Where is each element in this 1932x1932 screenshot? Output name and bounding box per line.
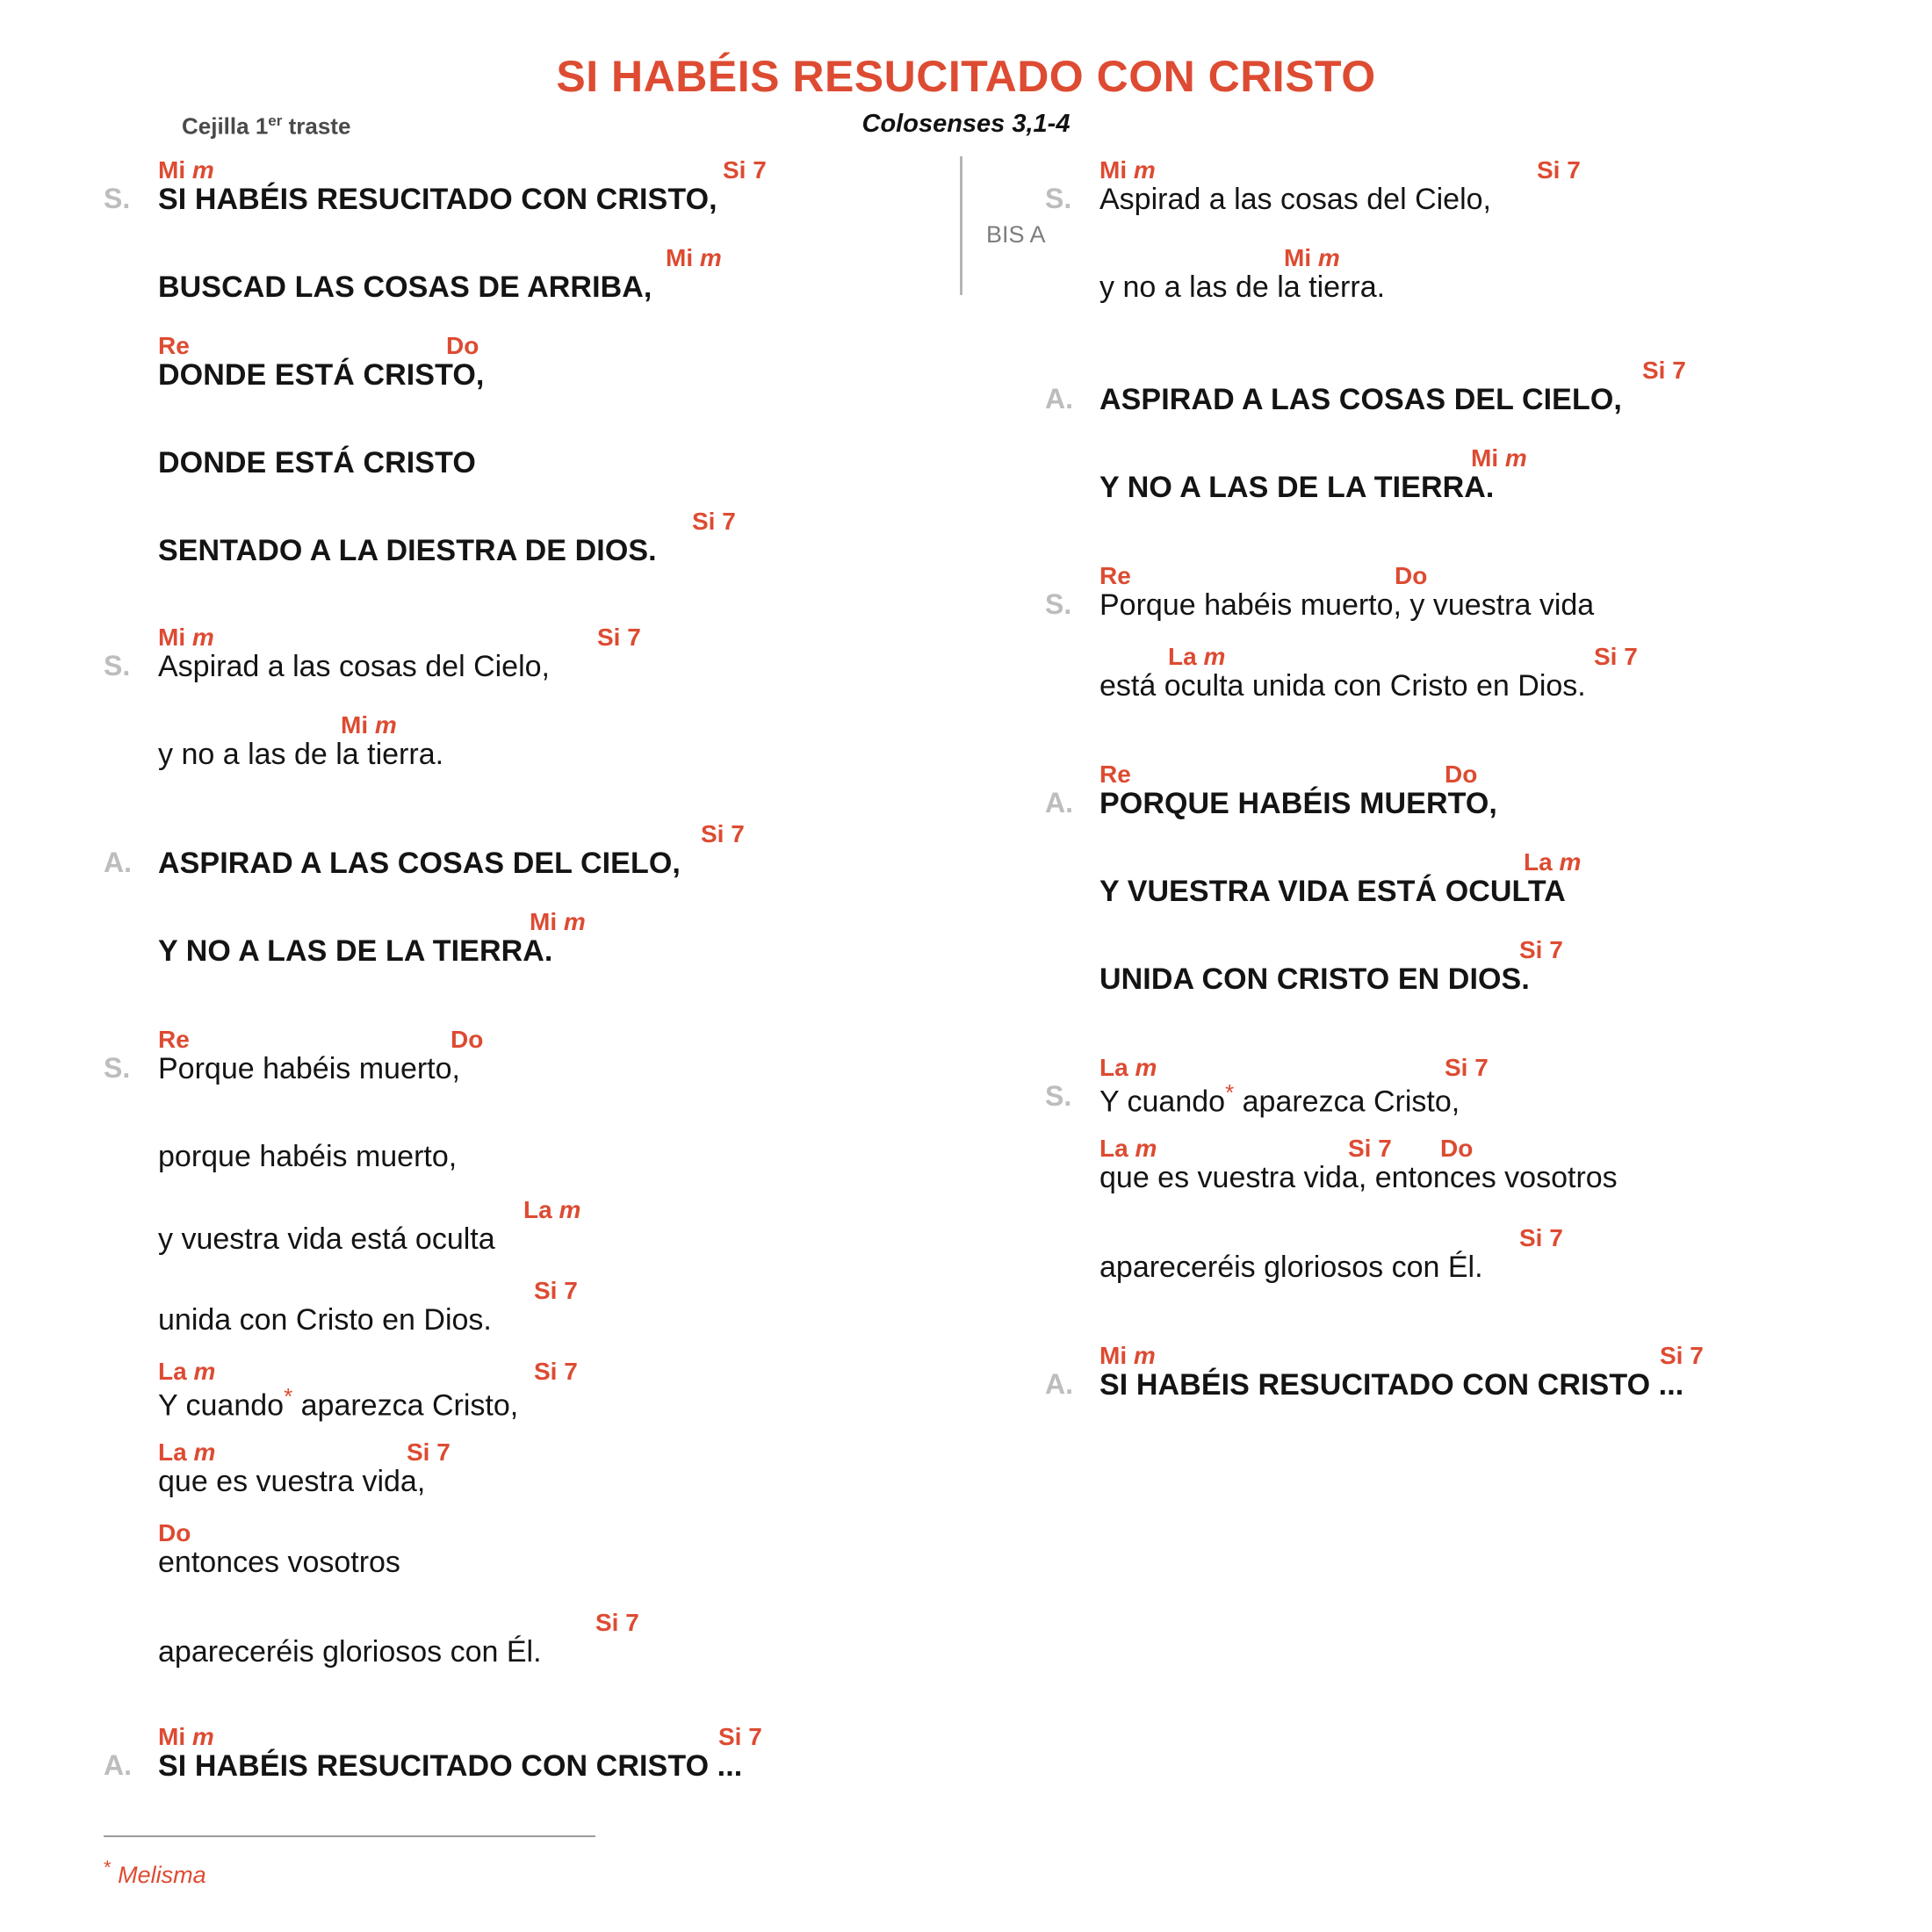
line [1045, 1128, 1888, 1205]
stanza-left-1 [104, 149, 1046, 578]
line [104, 901, 1026, 978]
lyric-text: porque habéis muerto, [158, 1140, 458, 1173]
chord-row [1045, 636, 1888, 669]
chord-row [1045, 1335, 1888, 1368]
chord-row [104, 1602, 1026, 1635]
stanza-right-3 [1045, 555, 1888, 713]
lyric-row [104, 1384, 1026, 1428]
chord-row [1045, 753, 1888, 787]
lyric-row [104, 847, 1026, 890]
lyric-row [104, 183, 1026, 227]
stanza-right-1 [1045, 149, 1888, 314]
speaker-marker-solo: S. [104, 650, 131, 681]
chord-si7: Si 7 [692, 508, 736, 535]
stanza-right-5 [1045, 1047, 1888, 1294]
lyric-text: PORQUE HABÉIS MUERTO, [1099, 787, 1497, 820]
line [1045, 149, 1888, 227]
lyric-text: DONDE ESTÁ CRISTO [158, 446, 476, 479]
capo-prefix: Cejilla 1 [182, 112, 269, 140]
chord-do: Do [451, 1026, 484, 1053]
lyric-row [104, 1140, 1026, 1184]
lyric-row [104, 1635, 1026, 1679]
lyric-text: y no a las de la tierra. [1099, 270, 1386, 304]
lyric-row [1045, 787, 1888, 831]
lyric-row [1045, 1368, 1888, 1412]
chord-si7: Si 7 [1642, 357, 1686, 384]
chord-si7: Si 7 [1445, 1054, 1489, 1081]
lyric-row [104, 358, 1026, 402]
lyric-text: apareceréis gloriosos con Él. [158, 1635, 542, 1669]
chord-si7: Si 7 [1519, 1224, 1563, 1251]
line [104, 704, 1026, 782]
lyric-row [1045, 962, 1888, 1006]
chord-do: Do [1395, 562, 1428, 589]
lyric-text: SI HABÉIS RESUCITADO CON CRISTO, [158, 183, 717, 216]
chord-si7: Si 7 [534, 1277, 578, 1304]
lyric-row [1045, 669, 1888, 713]
line [1045, 1335, 1888, 1412]
lyric-text: Y NO A LAS DE LA TIERRA. [158, 934, 553, 968]
chord-si7: Si 7 [701, 820, 745, 847]
speaker-marker-solo: S. [1045, 1080, 1072, 1112]
lyric-row [1045, 471, 1888, 515]
lyric-text: entonces vosotros [158, 1546, 400, 1579]
line [1045, 555, 1888, 632]
lyric-row [104, 1546, 1026, 1590]
chord-row [1045, 1217, 1888, 1251]
chord-mi-minor: Mi m [530, 908, 586, 935]
chord-si7: Si 7 [723, 156, 767, 184]
chord-row [104, 901, 1026, 934]
chord-mi-minor: Mi m [158, 1723, 214, 1750]
chord-row [104, 1019, 1026, 1052]
chord-si7: Si 7 [534, 1358, 578, 1385]
chord-re: Re [158, 332, 190, 359]
lyric-text: UNIDA CON CRISTO EN DIOS. [1099, 962, 1530, 996]
lyric-text: apareceréis gloriosos con Él. [1099, 1251, 1483, 1284]
lyric-text: Y cuando* aparezca Cristo, [158, 1383, 519, 1423]
line [1045, 237, 1888, 314]
line [104, 325, 1026, 402]
chord-si7: Si 7 [595, 1609, 639, 1636]
line [1045, 753, 1888, 831]
chord-row [1045, 555, 1888, 588]
chord-row [104, 1351, 1026, 1384]
lyric-text: Porque habéis muerto, y vuestra vida [1099, 588, 1595, 622]
lyric-row [1045, 1161, 1888, 1205]
chord-row [1045, 149, 1888, 183]
lyric-row [1045, 875, 1888, 919]
chord-row [104, 237, 1026, 270]
lyric-text: Porque habéis muerto, [158, 1052, 460, 1085]
line [104, 813, 1026, 890]
line [1045, 437, 1888, 515]
melisma-marker: * [1225, 1079, 1235, 1106]
chord-row [1045, 1128, 1888, 1161]
chord-do: Do [158, 1519, 191, 1546]
speaker-marker-solo: S. [104, 1052, 131, 1084]
chord-row [1045, 1047, 1888, 1080]
lyric-row [104, 650, 1026, 694]
chord-row [1045, 841, 1888, 875]
lyric-row [1045, 270, 1888, 314]
footnote-divider [104, 1835, 595, 1837]
speaker-marker-solo: S. [1045, 183, 1072, 214]
chord-mi-minor: Mi m [158, 624, 214, 651]
lyric-row [104, 738, 1026, 782]
line [104, 616, 1026, 694]
lyric-text: Y VUESTRA VIDA ESTÁ OCULTA [1099, 875, 1566, 908]
lyric-text: Y cuando* aparezca Cristo, [1099, 1079, 1460, 1119]
chord-la-minor: La m [158, 1438, 216, 1466]
lyric-text: Y NO A LAS DE LA TIERRA. [1099, 471, 1495, 504]
lyric-text: está oculta unida con Cristo en Dios. [1099, 669, 1586, 703]
lyric-text: que es vuestra vida, entonces vosotros [1099, 1161, 1618, 1194]
line [104, 413, 1026, 490]
chord-row [1045, 237, 1888, 270]
chord-row [104, 1107, 1026, 1140]
lyric-row [1045, 1080, 1888, 1124]
chord-si7: Si 7 [1537, 156, 1581, 184]
line [1045, 1047, 1888, 1124]
chord-si7: Si 7 [597, 624, 641, 651]
line [1045, 841, 1888, 919]
line [104, 1019, 1026, 1096]
chord-re: Re [1099, 562, 1131, 589]
lyric-text: SI HABÉIS RESUCITADO CON CRISTO ... [1099, 1368, 1684, 1402]
chord-mi-minor: Mi m [1099, 1342, 1156, 1369]
lyric-row [104, 446, 1026, 490]
lyric-row [1045, 383, 1888, 427]
stanza-left-3 [104, 813, 1026, 978]
speaker-marker-assembly: A. [1045, 383, 1073, 415]
speaker-marker-assembly: A. [104, 1749, 132, 1781]
chord-row [104, 325, 1026, 358]
chord-do: Do [446, 332, 479, 359]
chord-mi-minor: Mi m [158, 156, 214, 184]
speaker-marker-assembly: A. [104, 847, 132, 878]
lyric-text: y no a las de la tierra. [158, 738, 444, 771]
stanza-right-2 [1045, 350, 1888, 515]
chord-row [1045, 350, 1888, 383]
lyric-row [1045, 1251, 1888, 1294]
bis-label: BIS A [986, 221, 1046, 248]
chord-re: Re [1099, 761, 1131, 788]
line [104, 1431, 1026, 1509]
line [104, 1270, 1026, 1347]
lyric-row [104, 934, 1026, 978]
line [104, 1602, 1026, 1679]
footnote-star: * [104, 1856, 112, 1878]
lyric-text: BUSCAD LAS COSAS DE ARRIBA, [158, 270, 652, 304]
chord-si7: Si 7 [1660, 1342, 1704, 1369]
right-column [1045, 149, 1888, 1447]
chord-row [104, 1512, 1026, 1546]
speaker-marker-solo: S. [104, 183, 131, 214]
speaker-marker-solo: S. [1045, 588, 1072, 620]
lyric-text: ASPIRAD A LAS COSAS DEL CIELO, [158, 847, 681, 880]
stanza-left-4 [104, 1019, 1026, 1679]
lyric-row [1045, 183, 1888, 227]
line [104, 1512, 1026, 1590]
page-title: SI HABÉIS RESUCITADO CON CRISTO [556, 52, 1376, 101]
lyric-row [104, 1465, 1026, 1509]
scripture-reference: Colosenses 3,1-4 [861, 110, 1071, 138]
chord-row [104, 501, 1026, 534]
chord-mi-minor: Mi m [341, 711, 397, 739]
left-column [104, 149, 1046, 1828]
lyric-row [1045, 588, 1888, 632]
lyric-text: ASPIRAD A LAS COSAS DEL CIELO, [1099, 383, 1622, 416]
chord-la-minor: La m [1099, 1054, 1157, 1081]
chord-la-minor: La m [523, 1196, 581, 1223]
lyric-text: Aspirad a las cosas del Cielo, [1099, 183, 1492, 216]
chord-la-minor: La m [1524, 848, 1582, 876]
chord-row [104, 1270, 1026, 1303]
chord-la-minor: La m [1099, 1135, 1157, 1162]
chord-row [104, 616, 1026, 650]
capo-ordinal-suffix: er [268, 112, 283, 129]
chord-row [104, 813, 1026, 847]
chord-si7: Si 7 [718, 1723, 762, 1750]
capo-suffix: traste [282, 112, 351, 140]
chord-row [104, 1716, 1026, 1749]
line [104, 237, 1026, 314]
lyric-text: y vuestra vida está oculta [158, 1222, 495, 1256]
speaker-marker-assembly: A. [1045, 787, 1073, 818]
lyric-row [104, 1749, 1026, 1793]
lyric-row [104, 1222, 1026, 1266]
chord-row [104, 1189, 1026, 1222]
chord-row [104, 1431, 1026, 1465]
stanza-left-5 [104, 1716, 1026, 1793]
chord-si7: Si 7 [1594, 643, 1638, 670]
chord-row [104, 413, 1026, 446]
chord-mi-minor: Mi m [1471, 444, 1527, 472]
chord-si7: Si 7 [1348, 1135, 1392, 1162]
chord-mi-minor: Mi m [666, 244, 722, 271]
chord-mi-minor: Mi m [1284, 244, 1340, 271]
speaker-marker-assembly: A. [1045, 1368, 1073, 1400]
melisma-marker: * [284, 1383, 293, 1409]
line [104, 1189, 1026, 1266]
line [104, 1351, 1026, 1428]
line [1045, 929, 1888, 1006]
chord-la-minor: La m [158, 1358, 216, 1385]
chord-mi-minor: Mi m [1099, 156, 1156, 184]
line [1045, 350, 1888, 427]
sheet-header [0, 0, 1932, 149]
line [1045, 636, 1888, 713]
line [104, 1107, 1026, 1184]
lyric-row [104, 270, 1026, 314]
footnote-section [104, 1835, 718, 1889]
chord-row [104, 149, 1026, 183]
stanza-left-2 [104, 616, 1026, 782]
lyric-row [104, 1052, 1026, 1096]
chord-la-minor: La m [1168, 643, 1226, 670]
chord-do: Do [1440, 1135, 1474, 1162]
footnote-melisma [104, 1856, 718, 1889]
stanza-right-6 [1045, 1335, 1888, 1412]
lyric-text: unida con Cristo en Dios. [158, 1303, 492, 1337]
stanza-right-4 [1045, 753, 1888, 1006]
chord-row [104, 704, 1026, 738]
line [104, 1716, 1026, 1793]
chord-si7: Si 7 [1519, 936, 1563, 963]
chord-row [1045, 437, 1888, 471]
footnote-label: Melisma [118, 1862, 206, 1888]
lyric-text: que es vuestra vida, [158, 1465, 426, 1498]
lyric-text: DONDE ESTÁ CRISTO, [158, 358, 485, 392]
lyric-row [104, 534, 1026, 578]
lyric-text: Aspirad a las cosas del Cielo, [158, 650, 551, 683]
chord-re: Re [158, 1026, 190, 1053]
chord-row [1045, 929, 1888, 962]
lyric-row [104, 1303, 1026, 1347]
lyric-text: SI HABÉIS RESUCITADO CON CRISTO ... [158, 1749, 743, 1783]
chord-do: Do [1445, 761, 1478, 788]
line [1045, 1217, 1888, 1294]
line [104, 501, 1026, 578]
line [104, 149, 1026, 227]
chord-si7: Si 7 [407, 1438, 451, 1466]
lyric-text: SENTADO A LA DIESTRA DE DIOS. [158, 534, 657, 567]
